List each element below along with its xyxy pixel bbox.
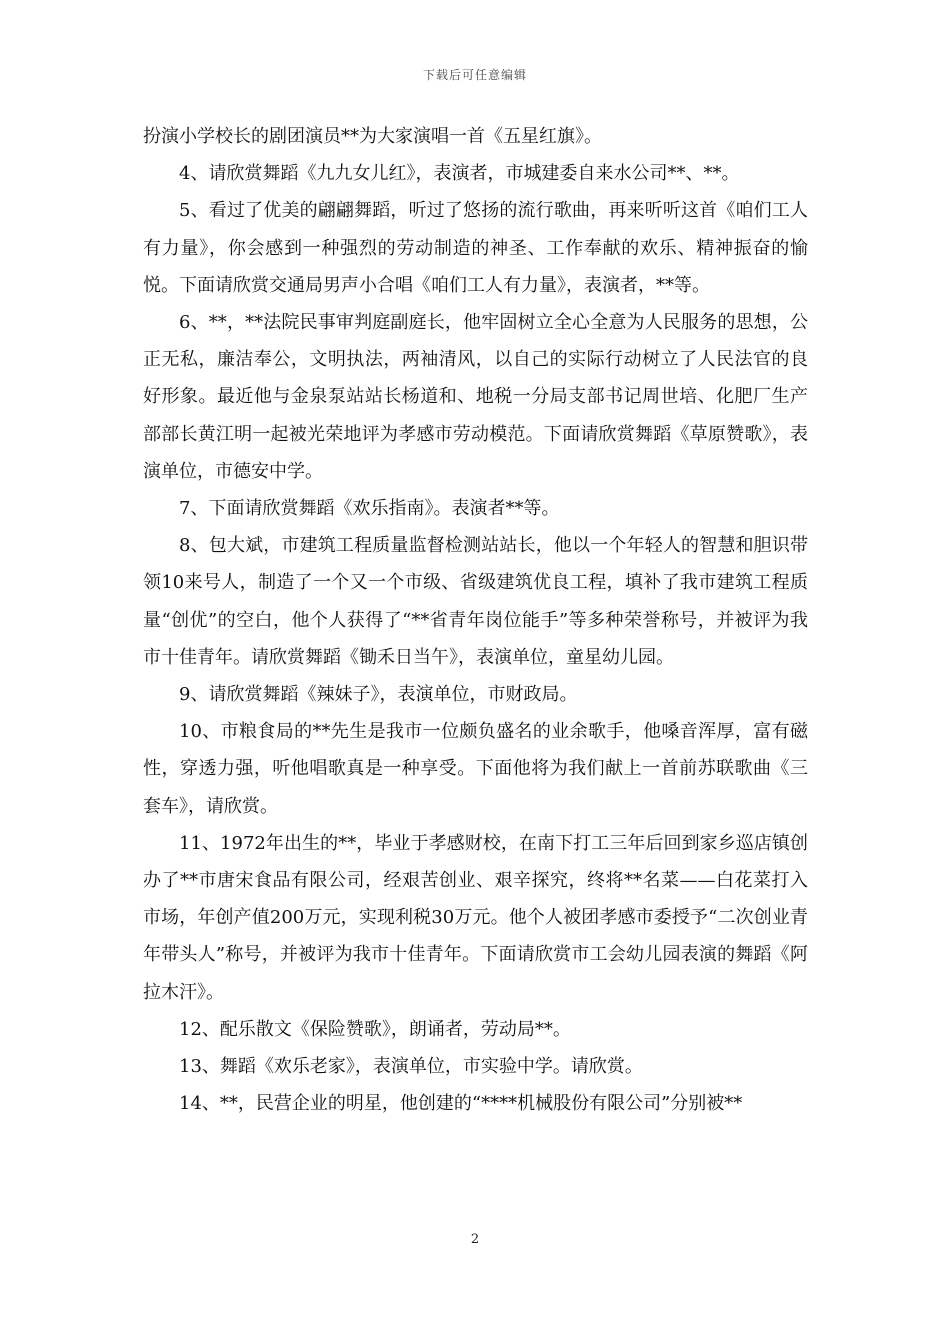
paragraph-item-10: 10、市粮食局的**先生是我市一位颇负盛名的业余歌手，他嗓音浑厚，富有磁性，穿透力强，听他唱歌真是一种享受。下面他将为我们献上一首前苏联歌曲《三套车》，请欣赏。 [143,721,808,817]
paragraph-continuation: 扮演小学校长的剧团演员**为大家演唱一首《五星红旗》。 [143,126,602,147]
paragraph-item-4: 4、请欣赏舞蹈《九九女儿红》，表演者，市城建委自来水公司**、**。 [179,163,740,185]
paragraph-item-5: 5、看过了优美的翩翩舞蹈，听过了悠扬的流行歌曲，再来听听这首《咱们工人有力量》，你会感到一种强烈的劳动制造的神圣、工作奉献的欢乐、精神振奋的愉悦。下面请欣赏交通局男声小合唱《咱们工人有力量》，表演者，**等。 [143,200,808,296]
page-number: 2 [470,1232,480,1247]
paragraph-item-12: 12、配乐散文《保险赞歌》，朗诵者，劳动局**。 [179,1018,571,1040]
paragraph-item-13: 13、舞蹈《欢乐老家》，表演单位，市实验中学。请欣赏。 [179,1056,643,1078]
document-body [143,118,808,1122]
paragraph-item-11: 11、1972年出生的**，毕业于孝感财校，在南下打工三年后回到家乡巡店镇创办了**市唐宋食品有限公司，经艰苦创业、艰辛探究，终将**名菜——白花菜打入市场，年创产值200万元，实现利税30万元。他个人被团孝感市委授予“二次创业青年带头人”称号，并被评为我市十佳青年。下面请欣赏市工会幼儿园表演的舞蹈《阿拉木汗》。 [143,832,808,1003]
paragraph-item-8: 8、包大斌，市建筑工程质量监督检测站站长，他以一个年轻人的智慧和胆识带领10来号人，制造了一个又一个市级、省级建筑优良工程，填补了我市建筑工程质量“创优”的空白，他个人获得了“**省青年岗位能手”等多种荣誉称号，并被评为我市十佳青年。请欣赏舞蹈《锄禾日当午》，表演单位，童星幼儿园。 [143,535,808,668]
paragraph-item-14: 14、**，民营企业的明星，他创建的“****机械股份有限公司”分别被** [179,1093,743,1115]
page-header: 下载后可任意编辑 [422,68,527,82]
paragraph-item-9: 9、请欣赏舞蹈《辣妹子》，表演单位，市财政局。 [179,684,578,706]
paragraph-item-7: 7、下面请欣赏舞蹈《欢乐指南》。表演者**等。 [179,498,560,520]
paragraph-item-6: 6、**，**法院民事审判庭副庭长，他牢固树立全心全意为人民服务的思想，公正无私，廉洁奉公，文明执法，两袖清风，以自己的实际行动树立了人民法官的良好形象。最近他与金泉泵站站长杨道和、地税一分局支部书记周世培、化肥厂生产部部长黄江明一起被光荣地评为孝感市劳动模范。下面请欣赏舞蹈《草原赞歌》，表演单位，市德安中学。 [143,312,808,482]
